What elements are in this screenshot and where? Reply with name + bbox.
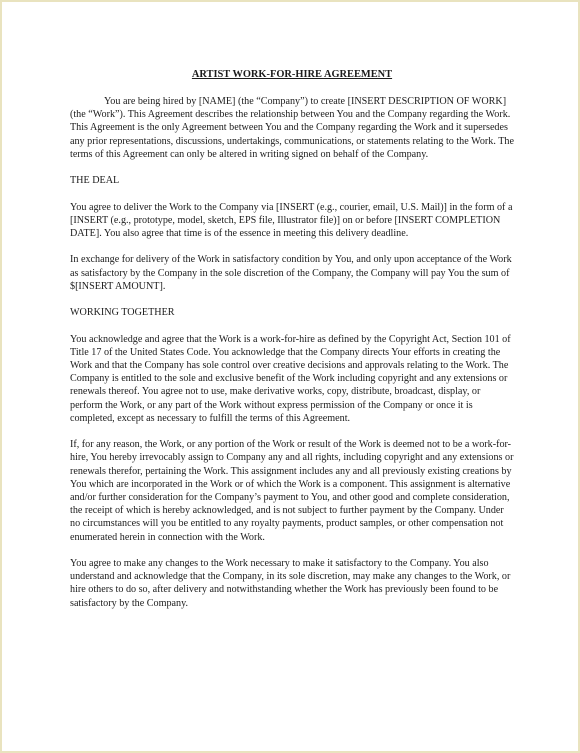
intro-paragraph: You are being hired by [NAME] (the “Company”) to create [INSERT DESCRIPTION OF WORK] (the “Work”). This Agreement describes the relationship between You and the Company regarding the Work. This Agreement is the only Agreement between You and the Company regarding the Work and it supersedes any prior representations, discussions, undertakings, communications, or statements relating to the Work. The terms of this Agreement can only be altered in writing signed on behalf of the Company.: [70, 96, 514, 160]
working-paragraph-changes: You agree to make any changes to the Work necessary to make it satisfactory to the Company. You also understand and acknowledge that the Company, in its sole discretion, may make any changes to the Work, or hire others to do so, after delivery and notwithstanding whether the Work has previously been found to be satisfactory by the Company.: [70, 558, 511, 609]
document-body: [70, 68, 514, 623]
working-paragraph-assignment: If, for any reason, the Work, or any portion of the Work or result of the Work is deemed not to be a work-for-hire, You hereby irrevocably assign to Company any and all rights, including copyright and any extensions or renewals therefor, pertaining the Work. This assignment includes any and all previously existing creations by You which are incorporated in the Work or of which the Work is a component. This assignment is alternative and/or further consideration for the Company’s payment to You, and other good and complete consideration, the receipt of which is hereby acknowledged, and is not subject to further payment by the Company. Under no circumstances will you be entitled to any royalty payments, product samples, or other compensation not enumerated herein in connection with the Work.: [70, 439, 514, 543]
section-heading-working-together: WORKING TOGETHER: [70, 307, 175, 319]
working-paragraph-work-for-hire: You acknowledge and agree that the Work is a work-for-hire as defined by the Copyright Act, Section 101 of Title 17 of the United States Code. You acknowledge that the Company directs Your efforts in creating the Work and that the Company has sole control over creative decisions and approvals relating to the Work. The Company is entitled to the sole and exclusive benefit of the Work including copyright and any extensions or renewals thereof. You agree not to use, make derivative works, copy, distribute, broadcast, display, or perform the Work, or any part of the Work without express permission of the Company or once it is completed, except as necessary to fulfill the terms of this Agreement.: [70, 333, 511, 424]
deal-paragraph-delivery: You agree to deliver the Work to the Company via [INSERT (e.g., courier, email, U.S. Mail)] in the form of a [INSERT (e.g., prototype, model, sketch, EPS file, Illustrator file)] on or before [INSERT COMPLETION DATE]. You also agree that time is of the essence in meeting this delivery deadline.: [70, 201, 513, 239]
section-heading-the-deal: THE DEAL: [70, 175, 120, 187]
document-title: ARTIST WORK-FOR-HIRE AGREEMENT: [191, 69, 393, 80]
deal-paragraph-payment: In exchange for delivery of the Work in satisfactory condition by You, and only upon acceptance of the Work as satisfactory by the Company in the sole discretion of the Company, the Company will pay You the sum of $[INSERT AMOUNT].: [70, 254, 512, 292]
